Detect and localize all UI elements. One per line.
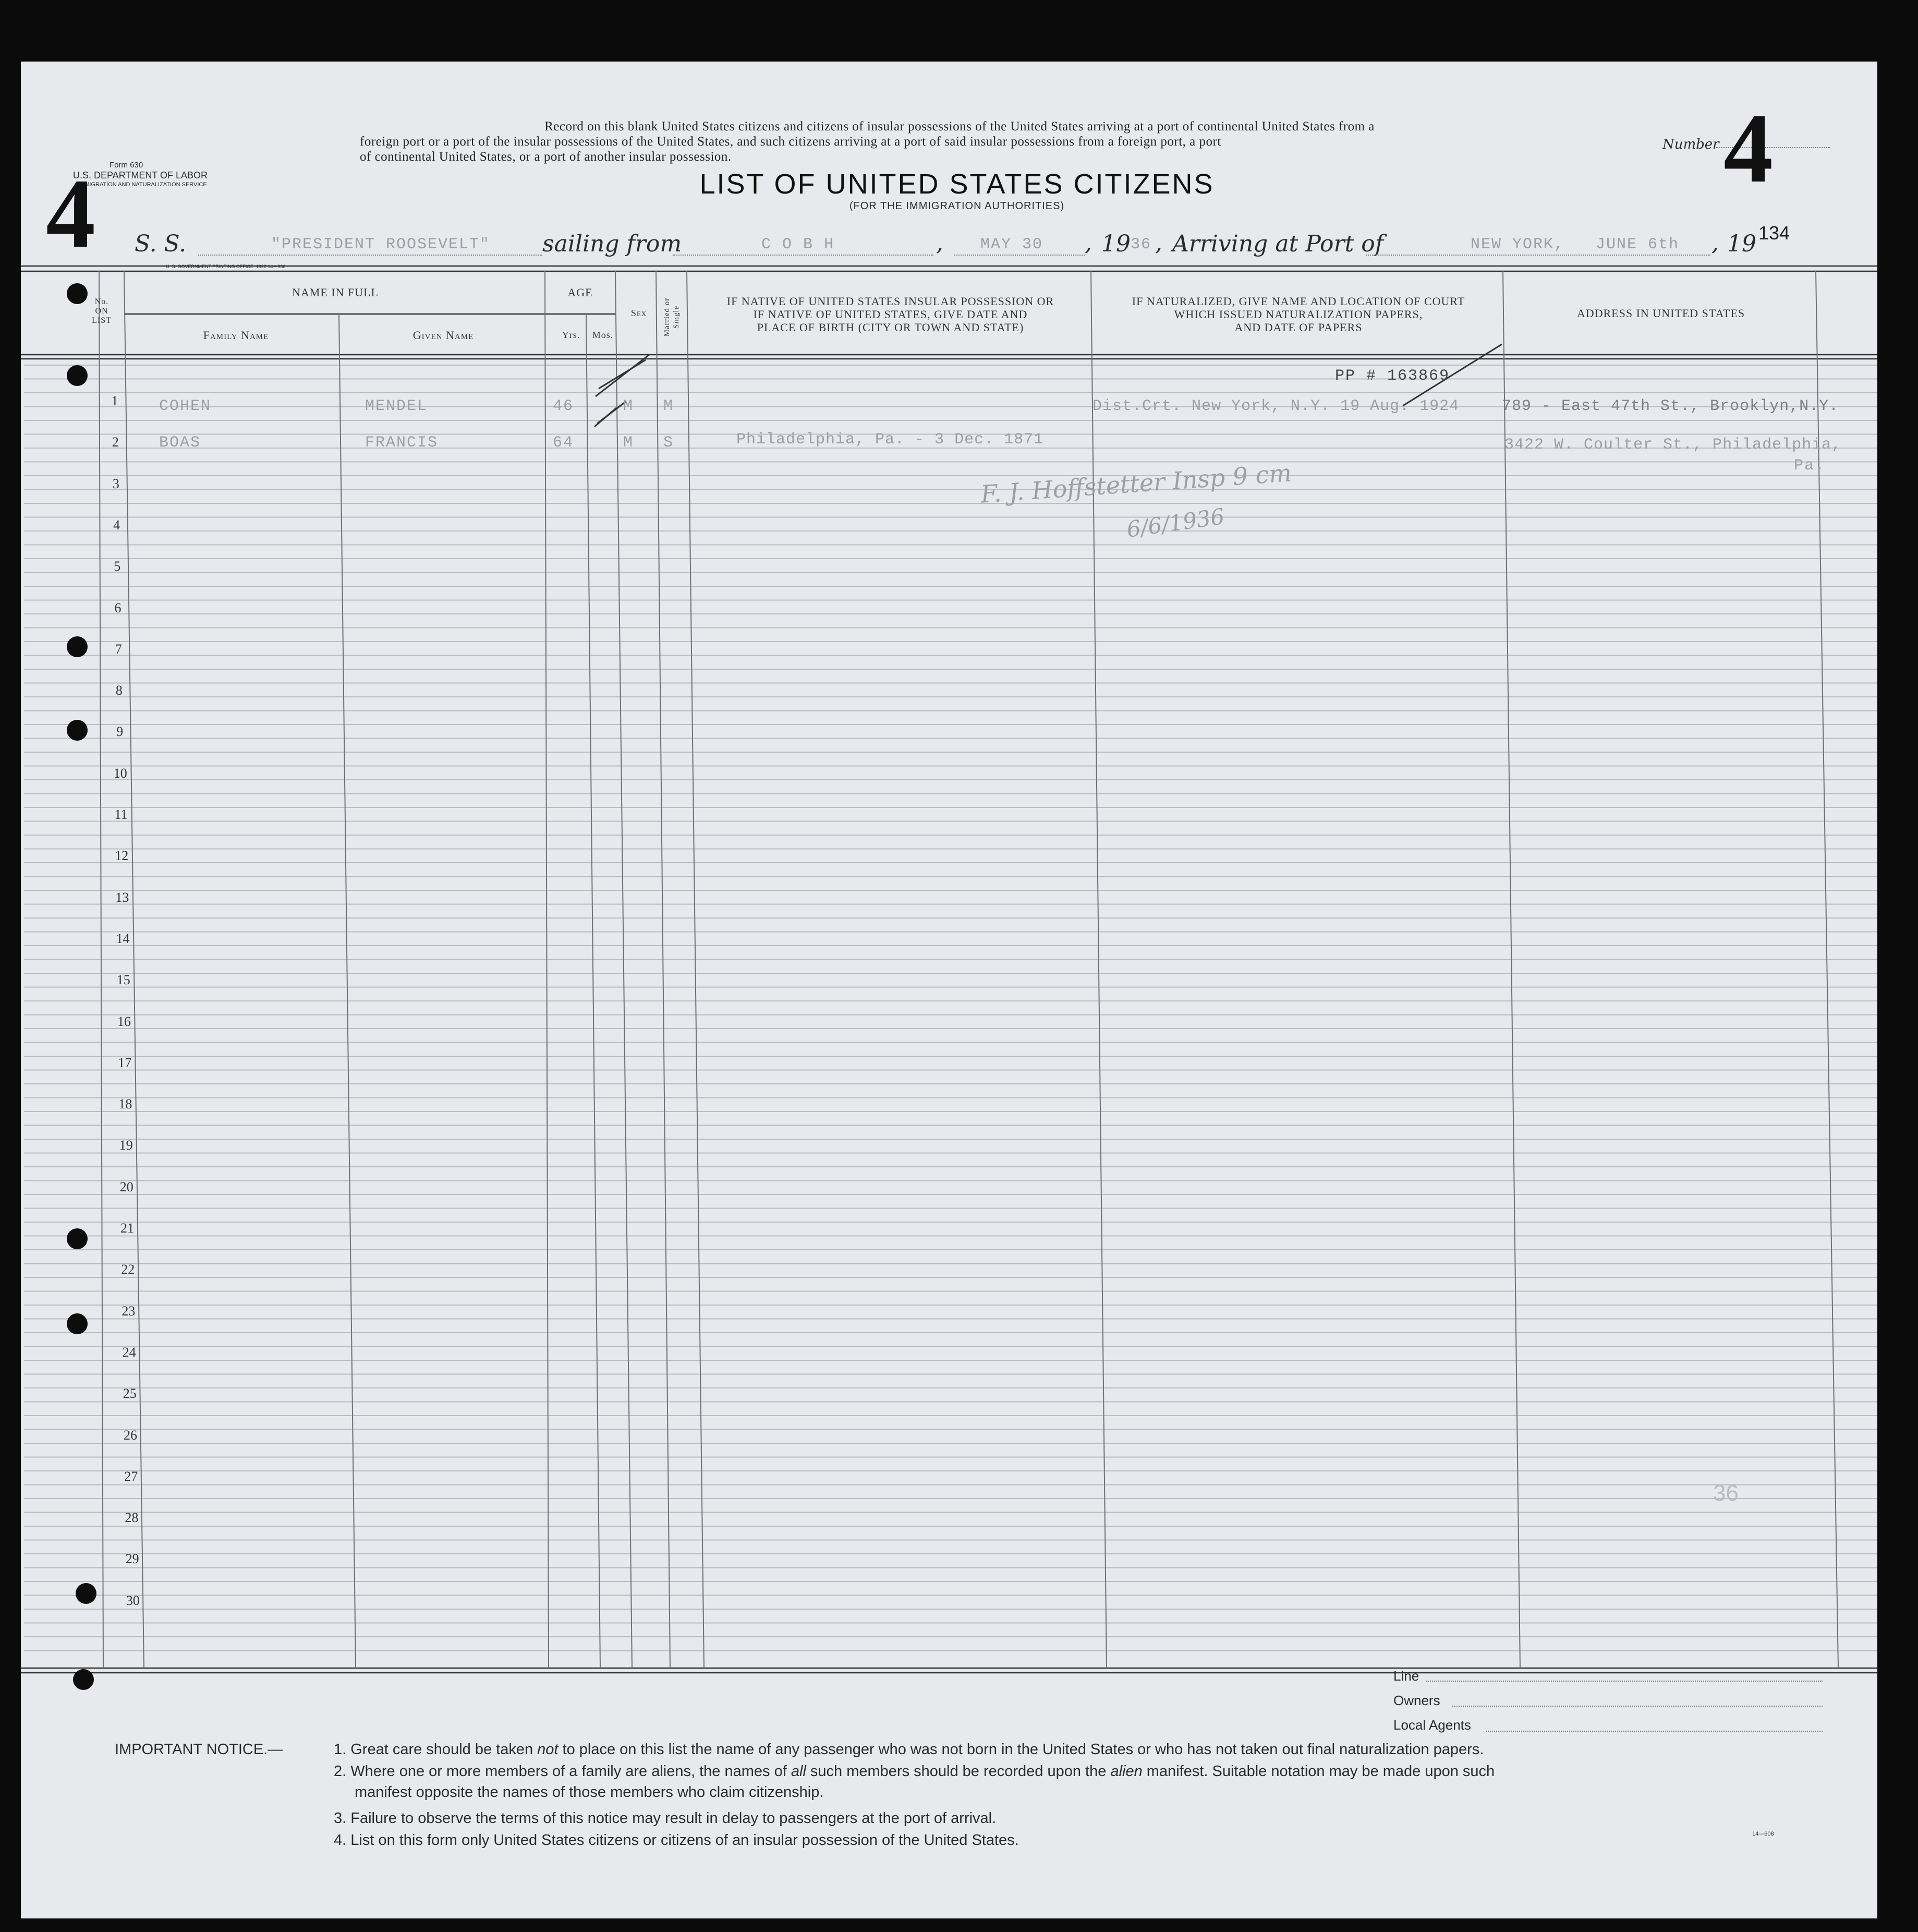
notice-text: such members should be recorded upon the bbox=[806, 1763, 1111, 1780]
header-text: Married or bbox=[663, 297, 671, 337]
punch-hole bbox=[67, 1228, 88, 1249]
port-to-line bbox=[1366, 255, 1710, 256]
row-number: 30 bbox=[126, 1592, 140, 1608]
punch-hole bbox=[67, 1313, 88, 1334]
entry-2-family-name: BOAS bbox=[159, 434, 201, 452]
header-text: LIST bbox=[92, 316, 112, 325]
entry-2-sex: M bbox=[623, 434, 634, 452]
header-text: WHICH ISSUED NATURALIZATION PAPERS, bbox=[1174, 308, 1423, 321]
left-list-number: 4 bbox=[46, 159, 95, 269]
entry-2-age-years: 64 bbox=[553, 434, 574, 452]
header-age: AGE bbox=[567, 286, 593, 299]
punch-hole bbox=[67, 365, 88, 386]
header-text: Single bbox=[672, 305, 681, 329]
arriving-label: Arriving at Port of bbox=[1172, 231, 1384, 257]
right-list-number: 4 bbox=[1723, 94, 1773, 203]
row-number: 12 bbox=[115, 848, 129, 864]
agents-label: Local Agents bbox=[1393, 1717, 1471, 1733]
row-number: 25 bbox=[123, 1386, 137, 1402]
row-number: 23 bbox=[122, 1303, 136, 1319]
port-from: C O B H bbox=[761, 236, 835, 253]
header-married-or-single bbox=[662, 286, 681, 348]
row-number: 21 bbox=[120, 1221, 134, 1236]
year-prefix: 19 bbox=[1727, 231, 1756, 257]
notice-item-2-cont: manifest opposite the names of those members who claim citizenship. bbox=[355, 1784, 824, 1801]
notice-text: Failure to observe the terms of this notice may result in delay to passengers at the port of arrival. bbox=[350, 1810, 997, 1827]
punch-hole bbox=[73, 1669, 94, 1690]
notice-number: 1. bbox=[334, 1741, 347, 1758]
entry-2-given-name: FRANCIS bbox=[365, 434, 439, 452]
date-from-line bbox=[954, 255, 1085, 256]
instructions bbox=[360, 119, 1559, 164]
owners-field bbox=[1452, 1706, 1823, 1707]
row-number: 8 bbox=[115, 683, 123, 698]
instructions-line: of continental United States, or a port of another insular possession. bbox=[360, 150, 732, 164]
passport-number: PP # 163869 bbox=[1335, 367, 1450, 385]
notice-emphasis: all bbox=[791, 1763, 806, 1780]
entry-2-birth: Philadelphia, Pa. - 3 Dec. 1871 bbox=[736, 431, 1044, 449]
department-label: U.S. DEPARTMENT OF LABOR bbox=[73, 170, 208, 180]
row-number: 20 bbox=[119, 1179, 133, 1194]
sailing-from-label: sailing from bbox=[542, 231, 682, 257]
service-label: IMMIGRATION AND NATURALIZATION SERVICE bbox=[78, 182, 207, 188]
row-number: 7 bbox=[115, 641, 122, 657]
page-title: LIST OF UNITED STATES CITIZENS bbox=[699, 168, 1215, 200]
header-name-in-full: NAME IN FULL bbox=[292, 286, 379, 299]
row-number: 3 bbox=[112, 476, 119, 491]
row-number: 11 bbox=[114, 807, 128, 822]
entry-2-marital-status: S bbox=[663, 434, 674, 452]
date-to: JUNE 6th bbox=[1596, 236, 1680, 253]
line-label: Line bbox=[1393, 1668, 1419, 1684]
row-number: 26 bbox=[124, 1427, 137, 1443]
stamp-number: 36 bbox=[1713, 1480, 1739, 1506]
entry-2-address: 3422 W. Coulter St., Philadelphia, bbox=[1504, 436, 1842, 454]
notice-item-1 bbox=[334, 1741, 1484, 1758]
comma: , bbox=[1085, 230, 1092, 256]
instructions-line: foreign port or a port of the insular possessions of the United States, and such citizens arriving at a port of said insular possessions from a foreign port, a port bbox=[360, 135, 1221, 149]
header-family-name: Family Name bbox=[203, 329, 269, 342]
header-text: PLACE OF BIRTH (CITY OR TOWN AND STATE) bbox=[757, 321, 1024, 334]
page-subtitle: (FOR THE IMMIGRATION AUTHORITIES) bbox=[849, 200, 1065, 212]
row-number: 28 bbox=[125, 1510, 139, 1526]
header-mos: Mos. bbox=[592, 330, 614, 340]
line-field bbox=[1426, 1681, 1823, 1682]
row-number: 16 bbox=[117, 1013, 131, 1029]
header-text: AND DATE OF PAPERS bbox=[1234, 321, 1363, 334]
entry-1-marital-status: M bbox=[663, 397, 674, 415]
row-number: 24 bbox=[122, 1344, 136, 1360]
row-number: 18 bbox=[118, 1096, 132, 1112]
row-number: 10 bbox=[113, 765, 127, 781]
notice-emphasis: not bbox=[537, 1741, 559, 1758]
punch-hole bbox=[76, 1583, 96, 1604]
row-number: 14 bbox=[116, 931, 130, 946]
row-number: 13 bbox=[115, 889, 129, 905]
row-number: 19 bbox=[119, 1138, 133, 1153]
printing-office: U. S. GOVERNMENT PRINTING OFFICE: 1928 14—936 bbox=[166, 264, 286, 269]
ship-line bbox=[198, 255, 542, 256]
port-from-line bbox=[673, 255, 933, 256]
number-label: Number bbox=[1662, 137, 1719, 152]
inspector-signature: F. J. Hoffstetter Insp 9 cm bbox=[979, 458, 1293, 509]
row-number: 4 bbox=[113, 517, 120, 533]
notice-emphasis: alien bbox=[1110, 1763, 1143, 1780]
comma: , bbox=[936, 230, 943, 256]
comma: , bbox=[1711, 230, 1719, 256]
header-text: No. bbox=[94, 297, 109, 306]
notice-text: to place on this list the name of any passenger who was not born in the United States or who has not taken out final naturalization papers. bbox=[558, 1741, 1484, 1758]
header-address: ADDRESS IN UNITED STATES bbox=[1576, 307, 1745, 320]
header-naturalized bbox=[1092, 295, 1504, 334]
instructions-line: Record on this blank United States citizens and citizens of insular possessions of the United States arriving at a port of continental United States from a bbox=[544, 119, 1375, 134]
notice-heading: IMPORTANT NOTICE.— bbox=[115, 1741, 283, 1758]
notice-number: 4. bbox=[334, 1832, 347, 1849]
port-to: NEW YORK, bbox=[1471, 236, 1565, 253]
year-prefix: 19 bbox=[1101, 231, 1131, 257]
form-code: 14—608 bbox=[1752, 1831, 1774, 1837]
entry-1-address: 789 - East 47th St., Brooklyn,N.Y. bbox=[1502, 397, 1839, 415]
header-text: IF NATURALIZED, GIVE NAME AND LOCATION OF COURT bbox=[1132, 295, 1465, 308]
notice-number: 2. bbox=[334, 1763, 347, 1780]
notice-text: List on this form only United States citizens or citizens of an insular possession of the United States. bbox=[350, 1832, 1019, 1849]
owners-label: Owners bbox=[1393, 1693, 1440, 1708]
header-yrs: Yrs. bbox=[562, 330, 580, 340]
header-no-on-list bbox=[78, 297, 125, 325]
row-number: 15 bbox=[116, 972, 130, 988]
header-text: IF NATIVE OF UNITED STATES, GIVE DATE AND bbox=[753, 308, 1028, 321]
date-from: MAY 30 bbox=[980, 236, 1043, 253]
punch-hole bbox=[67, 636, 88, 657]
notice-item-2 bbox=[334, 1763, 1495, 1780]
notice-text: Where one or more members of a family are aliens, the names of bbox=[350, 1763, 791, 1780]
ship-name: "PRESIDENT ROOSEVELT" bbox=[271, 236, 491, 253]
entry-1-family-name: COHEN bbox=[159, 397, 212, 415]
header-text: IF NATIVE OF UNITED STATES INSULAR POSSESSION OR bbox=[726, 295, 1054, 308]
row-number: 17 bbox=[118, 1055, 132, 1070]
entry-2-address-line2: Pa. bbox=[1794, 457, 1826, 475]
header-given-name: Given Name bbox=[412, 329, 474, 342]
row-number: 29 bbox=[125, 1551, 139, 1567]
row-number: 27 bbox=[124, 1468, 138, 1484]
row-number: 5 bbox=[114, 559, 121, 574]
punch-hole bbox=[67, 720, 88, 741]
row-number: 1 bbox=[111, 393, 118, 408]
notice-number: 3. bbox=[334, 1810, 347, 1827]
notice-text: manifest. Suitable notation may be made upon such bbox=[1142, 1763, 1495, 1780]
row-number: 9 bbox=[116, 724, 124, 740]
entry-1-sex: M bbox=[623, 397, 634, 415]
comma: , bbox=[1155, 230, 1162, 256]
entry-1-naturalization: Dist.Crt. New York, N.Y. 19 Aug. 1924 bbox=[1092, 397, 1460, 415]
notice-text: Great care should be taken bbox=[350, 1741, 538, 1758]
row-number: 2 bbox=[112, 434, 119, 450]
header-text: ON bbox=[95, 307, 108, 316]
entry-1-given-name: MENDEL bbox=[365, 397, 428, 415]
ss-label: S. S. bbox=[135, 231, 187, 257]
form-number: Form 630 bbox=[110, 161, 143, 170]
header-sex: Sex bbox=[630, 308, 647, 318]
year-to: 134 bbox=[1758, 222, 1790, 244]
entry-1-age-years: 46 bbox=[553, 397, 574, 415]
year-from: 36 bbox=[1131, 236, 1152, 253]
notice-item-3 bbox=[334, 1810, 996, 1827]
header-native bbox=[688, 295, 1092, 334]
row-number: 22 bbox=[121, 1262, 135, 1277]
notice-item-4 bbox=[334, 1832, 1019, 1849]
row-number: 6 bbox=[114, 600, 122, 615]
signature-date: 6/6/1936 bbox=[1125, 503, 1227, 542]
agents-field bbox=[1486, 1731, 1823, 1732]
